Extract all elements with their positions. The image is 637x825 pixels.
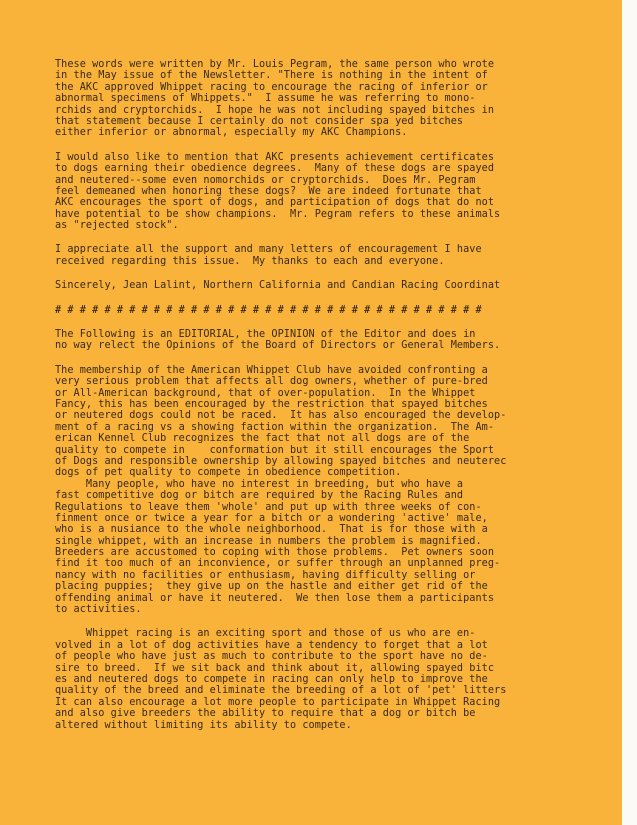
text-line: ment of a racing vs a showing faction within the organization. The Am- xyxy=(55,421,495,433)
text-line: find it too much of an inconvience, or suffer through an unplanned preg- xyxy=(55,558,501,570)
text-line: as "rejected stock". xyxy=(55,220,179,232)
text-line: altered without limiting its ability to compete. xyxy=(55,719,352,731)
text-line: The membership of the American Whippet Club have avoided confronting a xyxy=(55,364,488,376)
editorial-notice xyxy=(55,329,595,352)
text-line: to dogs earning their obedience degrees. Many of these dogs are spayed xyxy=(55,163,495,175)
text-line: abnormal specimens of Whippets." I assume he was referring to mono- xyxy=(55,93,476,105)
text-line: es and neutered dogs to compete in racing can only help to improve the xyxy=(55,673,488,685)
text-line: offending animal or have it neutered. We then lose them a participants xyxy=(55,592,495,604)
text-line: have potential to be show champions. Mr. Pegram refers to these animals xyxy=(55,208,501,220)
text-line: I would also like to mention that AKC presents achievement certificates xyxy=(55,151,495,163)
text-line: These words were written by Mr. Louis Pegram, the same person who wrote xyxy=(55,59,495,70)
text-line: Sincerely, Jean Lalint, Northern California and Candian Racing Coordinat xyxy=(55,280,501,292)
text-line: # # # # # # # # # # # # # # # # # # # # # # # # # # # # # # # # # # # xyxy=(55,304,482,316)
text-line: volved in a lot of dog activities have a tendency to forget that a lot xyxy=(55,639,488,651)
paragraph-thanks xyxy=(55,244,595,267)
text-line: placing puppies; they give up on the hastle and either get rid of the xyxy=(55,581,488,593)
text-line: feel demeaned when honoring these dogs? We are indeed fortunate that xyxy=(55,185,482,197)
paragraph-akc-certificates xyxy=(55,152,595,232)
text-line: the AKC approved Whippet racing to encourage the racing of inferior or xyxy=(55,81,488,93)
paragraph-whippet-racing xyxy=(55,628,595,731)
text-line: fast competitive dog or bitch are required by the Racing Rules and xyxy=(55,490,464,502)
text-line: of people who have just as much to contribute to the sport have no de- xyxy=(55,651,488,663)
text-line: received regarding this issue. My thanks to each and everyone. xyxy=(55,255,445,267)
scan-margin xyxy=(622,0,637,825)
text-line: The Following is an EDITORIAL, the OPINION of the Editor and does in xyxy=(55,329,476,341)
signature-line xyxy=(55,280,595,291)
text-line: who is a nusiance to the whole neighborhood. That is for those with a xyxy=(55,524,488,536)
text-line: sire to breed. If we sit back and think about it, allowing spayed bitc xyxy=(55,662,495,674)
text-line: in the May issue of the Newsletter. "There is nothing in the intent of xyxy=(55,70,488,82)
text-line: or All-American background, that of over-population. In the Whippet xyxy=(55,387,476,399)
text-line: Many people, who have no interest in breeding, but who have a xyxy=(55,478,464,490)
text-line: either inferior or abnormal, especially my AKC Champions. xyxy=(55,127,408,139)
text-line: or neutered dogs could not be raced. It has also encouraged the develop- xyxy=(55,410,507,422)
text-line: finment once or twice a year for a bitch or a wondering 'active' male, xyxy=(55,512,488,524)
text-line: Fancy, this has been encouraged by the restriction that spayed bitches xyxy=(55,398,488,410)
text-line: rchids and cryptorchids. I hope he was not including spayed bitches in xyxy=(55,104,495,116)
text-line: and neutered--some even nomorchids or cryptorchids. Does Mr. Pegram xyxy=(55,174,476,186)
text-line: no way relect the Opinions of the Board of Directors or General Members. xyxy=(55,340,501,352)
paragraph-membership xyxy=(55,365,595,616)
letter-body xyxy=(55,59,595,731)
text-line: It can also encourage a lot more people to participate in Whippet Racing xyxy=(55,696,501,708)
text-line: very serious problem that affects all dog owners, whether of pure-bred xyxy=(55,376,488,388)
text-line: to activities. xyxy=(55,604,142,616)
text-line: nancy with no facilities or enthusiasm, having difficulty selling or xyxy=(55,569,476,581)
text-line: Breeders are accustomed to coping with those problems. Pet owners soon xyxy=(55,547,495,559)
text-line: I appreciate all the support and many letters of encouragement I have xyxy=(55,244,482,256)
text-line: Whippet racing is an exciting sport and those of us who are en- xyxy=(55,628,476,640)
hash-divider xyxy=(55,305,595,316)
paragraph-pegram-quote xyxy=(55,59,595,139)
text-line: of Dogs and responsible ownership by allowing spayed bitches and neuterec xyxy=(55,455,507,467)
text-line: AKC encourages the sport of dogs, and participation of dogs that do not xyxy=(55,197,495,209)
text-line: and also give breeders the ability to require that a dog or bitch be xyxy=(55,708,476,720)
text-line: quality to compete in conformation but it still encourages the Sport xyxy=(55,444,495,456)
text-line: Regulations to leave them 'whole' and put up with three weeks of con- xyxy=(55,501,482,513)
text-line: dogs of pet quality to compete in obedience competition. xyxy=(55,467,402,479)
text-line: quality of the breed and eliminate the breeding of a lot of 'pet' litters xyxy=(55,685,507,697)
text-line: that statement because I certainly do not consider spa yed bitches xyxy=(55,115,464,127)
text-line: single whippet, with an increase in numbers the problem is magnified. xyxy=(55,535,482,547)
text-line: erican Kennel Club recognizes the fact that not all dogs are of the xyxy=(55,433,470,445)
